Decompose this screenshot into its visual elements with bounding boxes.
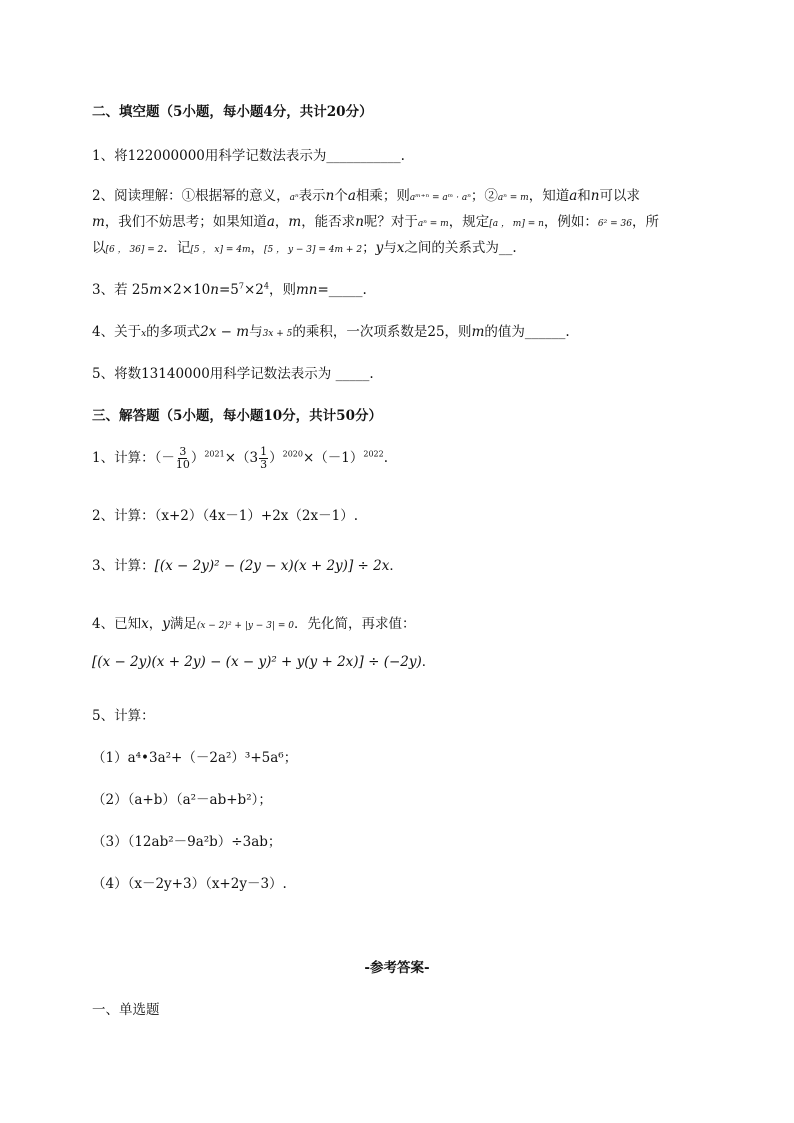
question-3-3	[92, 554, 403, 574]
math-expression: [(x − 2y)² − (2y − x)(x + 2y)] ÷ 2x	[154, 558, 390, 574]
math-expression: [(x − 2y)(x + 2y) − (x − y)² + y(y + 2x)] ÷ (−2y)	[92, 654, 422, 670]
math-x: x	[396, 240, 405, 256]
text: 表示	[298, 188, 326, 204]
text: ；	[362, 240, 376, 256]
text: 呢？对于	[363, 214, 418, 230]
math-n: n	[355, 214, 364, 230]
text: 3、若 25	[92, 282, 150, 298]
fraction	[259, 446, 268, 471]
math-m: m	[92, 214, 105, 230]
exponent: 2022	[363, 449, 384, 459]
question-3-4-line1	[92, 612, 415, 632]
text: ．	[421, 654, 436, 670]
numerator: 1	[260, 445, 268, 458]
text: 可以求	[599, 188, 640, 204]
question-3-5-3: （3）（12ab²－9a²b）÷3ab；	[92, 834, 282, 850]
question-3-5-1: （1）a⁴•3a²+（－2a²）³+5a⁶；	[92, 750, 298, 766]
text: 和	[577, 188, 591, 204]
math-formula: 6² = 36	[597, 219, 632, 229]
text: ，能否求	[301, 214, 356, 230]
text: 与	[383, 240, 397, 256]
math-m: m	[288, 214, 302, 230]
denominator: 3	[260, 458, 268, 471]
math-formula: aⁿ = m	[497, 193, 529, 203]
math-expression: 2x − m	[200, 324, 250, 340]
question-2-2-line3	[92, 236, 517, 256]
section1-header: 一、单选题	[92, 1002, 160, 1018]
text: 的乘积，一次项系数是25，则	[292, 324, 472, 340]
math-formula: [a ， m] = n	[489, 219, 544, 229]
text: 1、计算：（－	[92, 450, 175, 466]
answer-title: -参考答案-	[364, 960, 430, 976]
math-x: x	[141, 616, 149, 632]
text: 满足	[169, 616, 197, 632]
denominator: 10	[175, 458, 190, 471]
text: ×（3	[224, 450, 259, 466]
math-mn: mn	[295, 282, 318, 298]
text: 的多项式	[146, 324, 201, 340]
text: 3、计算：	[92, 558, 155, 574]
text: ，所	[631, 214, 659, 230]
text: ，	[274, 214, 289, 230]
exponent: 4	[263, 281, 269, 291]
math-formula: [5 ， x] = 4m	[190, 245, 251, 255]
text: ．	[389, 558, 403, 574]
question-2-3	[92, 278, 367, 298]
math-formula: aⁿ = m	[417, 219, 449, 229]
math-y: y	[162, 616, 170, 632]
text: ×（－1）	[302, 450, 364, 466]
text: 相乘；则	[355, 188, 410, 204]
text: ．先化简，再求值：	[293, 616, 416, 632]
math-formula: [5 ， y − 3] = 4m + 2	[264, 245, 363, 255]
text: 之间的关系式为__.	[404, 240, 517, 256]
numerator: 3	[179, 445, 187, 458]
text: ）	[190, 450, 205, 466]
section2-header: 二、填空题（5小题，每小题4分，共计20分）	[92, 104, 373, 120]
question-2-2-line1	[92, 184, 640, 204]
text: ×2	[243, 282, 264, 298]
math-a: a	[569, 188, 578, 204]
math-a: a	[266, 214, 275, 230]
math-y: y	[375, 240, 384, 256]
question-3-5: 5、计算：	[92, 708, 155, 724]
text: 的值为______.	[484, 324, 570, 340]
exponent: 7	[238, 281, 244, 291]
math-a: a	[347, 188, 356, 204]
text: 4、关于	[92, 324, 142, 340]
text: ×2×10	[161, 282, 211, 298]
math-formula: [6 ， 36] = 2	[105, 245, 164, 255]
question-2-2-line2	[92, 210, 659, 230]
math-m: m	[471, 324, 485, 340]
question-2-4	[92, 320, 570, 340]
exponent: 2021	[204, 449, 225, 459]
text: 以	[92, 240, 106, 256]
text: 与	[249, 324, 263, 340]
text: =5	[218, 282, 239, 298]
math-condition: (x − 2)² + |y − 3| = 0	[196, 621, 294, 631]
math-n: n	[210, 282, 219, 298]
math-n: n	[590, 188, 600, 204]
text: ）	[269, 450, 283, 466]
text: ，我们不妨思考；如果知道	[104, 214, 267, 230]
math-a-n: aⁿ	[289, 193, 299, 203]
question-3-5-4: （4）（x－2y+3）（x+2y－3）.	[92, 876, 287, 892]
question-3-1	[92, 446, 388, 471]
exponent: 2020	[282, 449, 303, 459]
math-formula: aᵐ⁺ⁿ = aᵐ · aⁿ	[409, 193, 471, 203]
fraction	[176, 446, 190, 471]
question-2-1: 1、将122000000用科学记数法表示为___________.	[92, 148, 405, 164]
text: ；②	[470, 188, 498, 204]
text: =_____.	[317, 282, 367, 298]
math-m: m	[149, 282, 162, 298]
math-n: n	[325, 188, 335, 204]
question-3-2: 2、计算：（x+2）（4x－1）+2x（2x－1）.	[92, 508, 358, 524]
math-x: x	[141, 329, 147, 339]
text: ．记	[163, 240, 191, 256]
question-3-4-line2	[92, 650, 435, 670]
text: 个	[334, 188, 348, 204]
question-3-5-2: （2）（a+b）（a²－ab+b²）；	[92, 792, 272, 808]
text: ，例如：	[543, 214, 598, 230]
text: 4、已知	[92, 616, 142, 632]
text: ，	[148, 616, 163, 632]
math-expression: 3x + 5	[262, 329, 293, 339]
text: .	[383, 450, 389, 466]
question-2-5: 5、将数13140000用科学记数法表示为 _____.	[92, 366, 374, 382]
text: ，	[250, 240, 264, 256]
text: ，规定	[448, 214, 490, 230]
text: 2、阅读理解：①根据幂的意义，	[92, 188, 290, 204]
text: ，知道	[528, 188, 570, 204]
section3-header: 三、解答题（5小题，每小题10分，共计50分）	[92, 408, 382, 424]
text: ，则	[268, 282, 296, 298]
